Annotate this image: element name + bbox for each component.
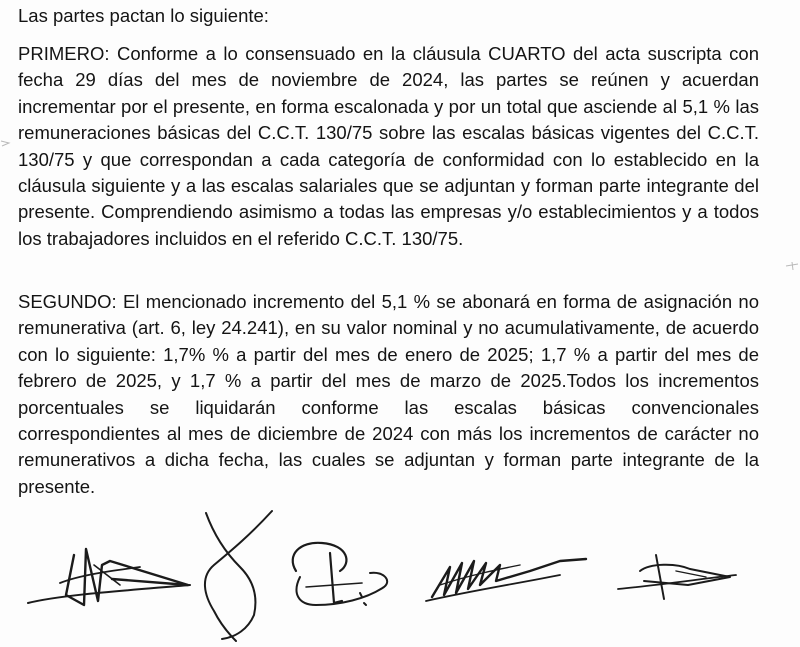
margin-mark-right [784, 260, 800, 272]
margin-mark-left [0, 138, 12, 148]
signature-3 [293, 543, 387, 605]
signature-2 [205, 511, 272, 641]
intro-text: Las partes pactan lo siguiente: [18, 5, 269, 26]
clause-primero: PRIMERO: Conforme a lo consensuado en la cláusula CUARTO del acta suscripta con fecha 29 días del mes de noviembre de 2024, las partes se reúnen y acuerdan incrementar por el presente, en forma escalonada y por un total que asciende al 5,1 % las remuneraciones básicas del C.C.T. 130/75 sobre las escalas básicas vigentes del C.C.T. 130/75 y que correspondan a cada categoría de conformidad con lo establecido en la cláusula siguiente y a las escalas salariales que se adjuntan y forman parte integrante del presente. Comprendiendo asimismo a todas las empresas y/o establecimientos y a todos los trabajadores incluidos en el referido C.C.T. 130/75. [18, 43, 759, 249]
signature-4 [426, 559, 586, 601]
signature-1 [28, 549, 190, 605]
signature-5 [618, 555, 736, 599]
clause-segundo: SEGUNDO: El mencionado incremento del 5,1 % se abonará en forma de asignación no remunerativa (art. 6, ley 24.241), en su valor nominal y no acumulativamente, de acuerdo con lo siguiente: 1,7% % a partir del mes de enero de 2025; 1,7 % a partir del mes de febrero de 2025, y 1,7 % a partir del mes de marzo de 2025.Todos los incrementos porcentuales se liquidarán conforme las escalas básicas convencionales correspondientes al mes de diciembre de 2024 con más los incrementos de carácter no remunerativos a dicha fecha, las cuales se adjuntan y forman parte integrante de la presente. [18, 291, 759, 497]
signatures-area [0, 505, 800, 647]
